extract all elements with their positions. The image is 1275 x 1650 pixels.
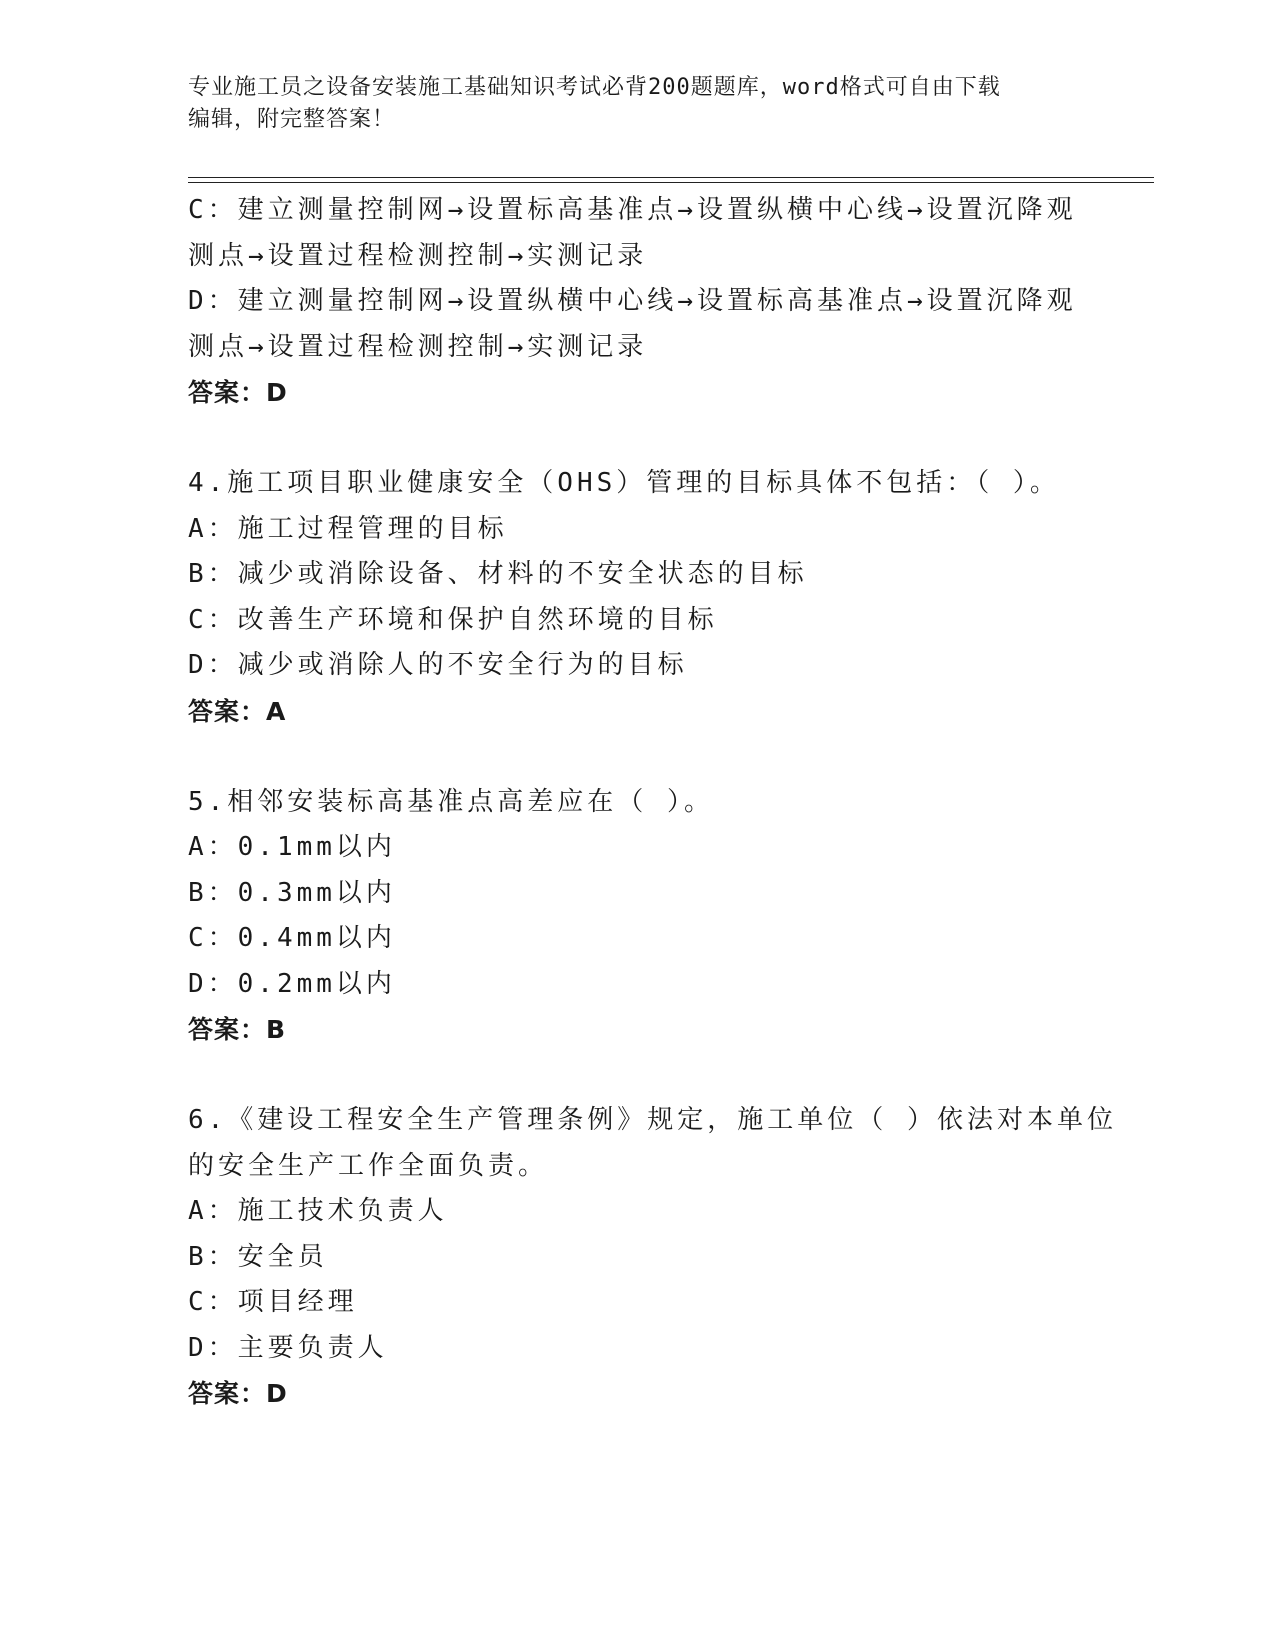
question-text: 5.相邻安装标高基准点高差应在（ ）。 [188,786,714,817]
spacer [188,416,1088,462]
question-4 [188,461,1088,734]
option-a: A：施工过程管理的目标 [188,513,508,544]
option-d: D：0.2mm以内 [188,968,396,999]
document-body [188,188,1117,1417]
answer-line: 答案：D [188,378,288,407]
option-d-line-1: D：建立测量控制网→设置纵横中心线→设置标高基准点→设置沉降观 [188,286,1077,316]
option-d: D：主要负责人 [188,1332,388,1363]
option-a: A：0.1mm以内 [188,832,396,862]
document-header [188,72,1068,136]
spacer [188,734,1088,780]
option-c: C：改善生产环境和保护自然环境的目标 [188,604,718,635]
answer-line: 答案：D [188,1379,288,1408]
option-b: B：0.3mm以内 [188,877,396,908]
question-5 [188,780,1088,1053]
option-c: C：项目经理 [188,1287,358,1317]
option-c-line-2: 测点→设置过程检测控制→实测记录 [188,240,648,271]
question-3-continued [188,188,1088,416]
option-d-line-2: 测点→设置过程检测控制→实测记录 [188,331,648,362]
spacer [188,1053,1088,1099]
question-text-line-2: 的安全生产工作全面负责。 [188,1150,549,1181]
option-b: B：减少或消除设备、材料的不安全状态的目标 [188,559,808,589]
question-6 [188,1098,1117,1417]
header-title-line-1: 专业施工员之设备安装施工基础知识考试必背200题题库，word格式可自由下载 [188,75,1001,100]
header-double-rule [188,177,1154,183]
question-text: 4.施工项目职业健康安全（OHS）管理的目标具体不包括：（ ）。 [188,468,1060,498]
header-title-line-2: 编辑，附完整答案！ [188,107,396,132]
option-c-line-1: C：建立测量控制网→设置标高基准点→设置纵横中心线→设置沉降观 [188,195,1077,225]
question-text-line-1: 6.《建设工程安全生产管理条例》规定，施工单位（ ）依法对本单位 [188,1105,1117,1135]
option-b: B：安全员 [188,1241,328,1272]
option-a: A：施工技术负责人 [188,1196,448,1226]
answer-line: 答案：B [188,1015,287,1044]
option-d: D：减少或消除人的不安全行为的目标 [188,650,688,680]
answer-line: 答案：A [188,696,287,726]
option-c: C：0.4mm以内 [188,923,396,953]
